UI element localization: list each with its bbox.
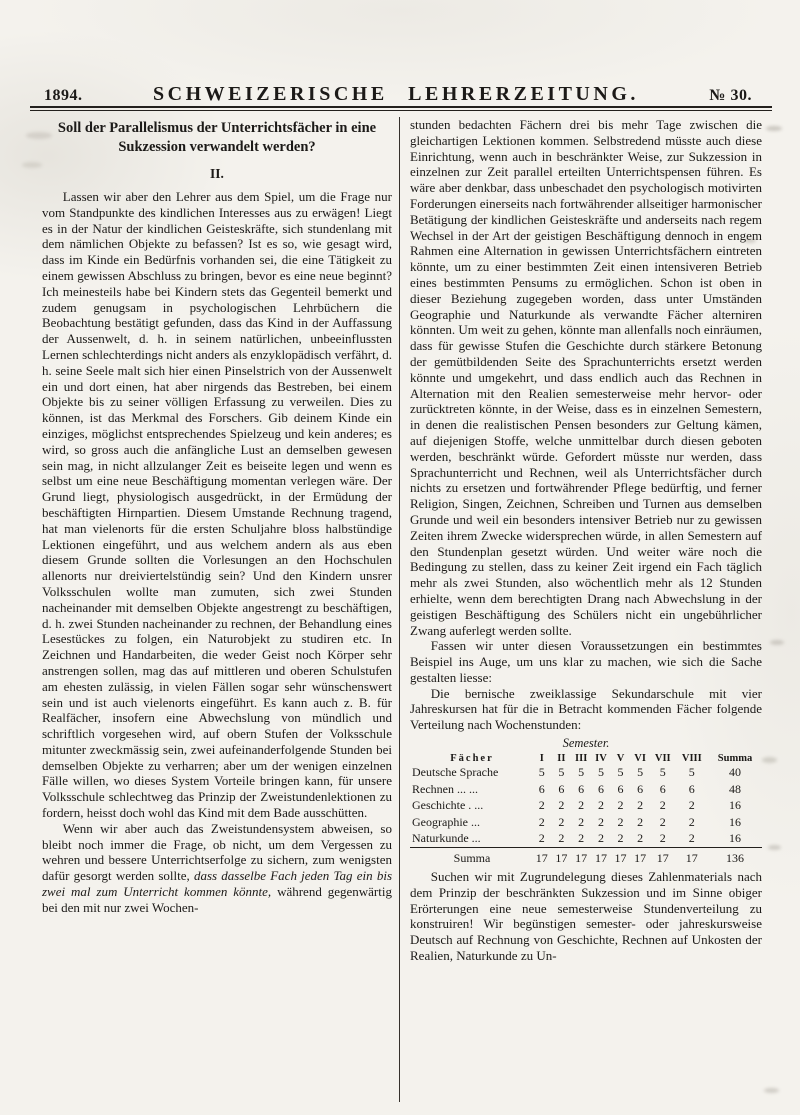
left-column	[42, 117, 399, 1102]
masthead-double-rule	[30, 106, 772, 111]
table-summa-row	[410, 847, 762, 866]
scan-smudge	[744, 238, 756, 243]
table-cell: 2	[659, 798, 666, 813]
table-row	[410, 781, 762, 798]
table-cell: 5	[659, 765, 666, 780]
table-cell: 2	[538, 831, 545, 846]
table-cell: 17	[611, 847, 631, 866]
table-cell: 6	[637, 781, 644, 796]
article-columns	[42, 117, 762, 1102]
table-cell: 2	[597, 798, 604, 813]
table-cell: 2	[688, 831, 695, 846]
table-cell: 2	[538, 814, 545, 829]
table-cell: 5	[538, 765, 545, 780]
right-column	[400, 117, 762, 1102]
table-cell: 5	[578, 765, 585, 780]
table-cell: 6	[538, 781, 545, 796]
table-cell: 2	[688, 814, 695, 829]
scan-smudge	[766, 126, 782, 131]
table-header-cell: VI	[634, 753, 646, 765]
table-header-cell: IV	[595, 753, 607, 765]
table-cell: 17	[532, 847, 552, 866]
table-cell: 2	[637, 814, 644, 829]
table-cell: 2	[659, 814, 666, 829]
table-cell: 17	[591, 847, 611, 866]
scan-smudge	[768, 845, 781, 850]
table-cell: 48	[729, 781, 741, 796]
table-header-cell: V	[616, 753, 625, 765]
table-header-cell: VIII	[681, 753, 702, 765]
table-cell: 17	[552, 847, 572, 866]
table-row	[410, 764, 762, 781]
paragraph: Fassen wir unter diesen Voraussetzungen ein bestimmtes Beispiel ins Auge, um uns klar zu machen, wie sich die Sache gestalten liesse:	[410, 638, 762, 685]
table-header-cell: Fächer	[450, 753, 494, 765]
article-title-line2: Sukzession verwandelt werden?	[118, 139, 316, 155]
table-caption: Semester.	[562, 736, 610, 751]
table-cell: 2	[637, 831, 644, 846]
table-cell: 6	[558, 781, 565, 796]
table-cell: Summa	[410, 847, 532, 866]
year-label: 1894.	[44, 87, 83, 104]
issue-number: № 30.	[709, 87, 752, 104]
table-cell: 2	[637, 798, 644, 813]
scan-smudge	[22, 162, 42, 168]
table-cell: 2	[558, 814, 565, 829]
table-cell: 17	[630, 847, 650, 866]
table-header-row	[410, 752, 762, 764]
table-cell: 2	[617, 814, 624, 829]
table-cell: 2	[558, 831, 565, 846]
table-cell: Deutsche Sprache	[412, 765, 499, 780]
table-row	[410, 797, 762, 814]
paragraph-text: Wenn wir aber auch das Zweistundensystem abweisen, so bleibt noch immer die Frage, ob nicht, um dem Vergessen zu wehren und bessere Unterrichtserfolge zu sichern, zum wenigsten dafür gesorgt werden sollte,	[42, 820, 392, 884]
table-cell: 5	[617, 765, 624, 780]
table-cell: 16	[729, 814, 741, 829]
paragraph-emphasis: dass dasselbe Fach jeden Tag ein bis zwei mal zum Unterricht kommen könnte,	[42, 868, 393, 900]
table-cell: 5	[688, 765, 695, 780]
table-header-cell: I	[539, 753, 544, 765]
table-cell: 6	[578, 781, 585, 796]
table-cell: 2	[659, 831, 666, 846]
table-cell: 2	[578, 831, 585, 846]
table-cell: 136	[708, 847, 762, 866]
scan-smudge	[764, 1088, 779, 1093]
paragraph	[42, 821, 392, 916]
article-title	[42, 119, 392, 157]
table-cell: 5	[637, 765, 644, 780]
table-cell: Geographie ...	[412, 814, 480, 829]
table-header-cell: Summa	[717, 753, 753, 765]
masthead-row	[44, 83, 752, 106]
table-header-cell: II	[557, 753, 566, 765]
table-cell: Rechnen ... ...	[412, 781, 478, 796]
scan-smudge	[770, 640, 784, 645]
table-cell: 2	[597, 814, 604, 829]
scan-smudge	[26, 132, 52, 139]
table-cell: 5	[558, 765, 565, 780]
table-cell: 17	[676, 847, 708, 866]
paragraph: Lassen wir aber den Lehrer aus dem Spiel, um die Frage nur vom Standpunkte des kindlichen Interesses aus zu erwägen! Liegt es in der Natur der kindlichen Geisteskräfte, sich stundenlang mit dem nämlichen Objekte zu befassen? Ist es so, wie gesagt wird, dass im Kinde ein Bedürfnis vorhanden sei, die eine Tätigkeit zu einem gewissen Abschluss zu bringen, bevor es eine neue beginnt? Ich meinesteils habe bei Kindern stets das Gegenteil bemerkt und zudem genugsam in psychologischen Lehrbüchern die Beobachtung bestätigt gefunden, dass das Kind in der Auffassung der Aussenwelt, d. h. in seinem natürlichen, unbeeinflussten Lernen schlechterdings nicht anders als enzyklopädisch verfährt, d. h. seine Seele malt sich hier einen Pinselstrich von der Aussenwelt ein und dort einen, hat aber nirgends das Bestreben, bei einem Objekte bis zu seiner völligen Erfassung zu verweilen. Dies zu können, ist das Merkmal des Forschers. Gib deinem Kinde ein einziges, möglichst entsprechendes Spielzeug und kein anderes; es wird, so gross auch die anfängliche Lust an demselben gewesen sein mag, in nicht allzulanger Zeit es beiseite legen und wenn es selbst um eine neue Beschäftigung momentan verlegen wäre. Der Grund liegt, physiologisch ausgedrückt, in der Ermüdung der beschäftigten Hirnpartien. Diesem Umstande Rechnung tragend, hat man vielenorts für die ersten Schuljahre bloss halbstündige Lektionen eingeführt, und aus welchem andern als aus eben diesem Grunde sollten die Vorlesungen an den Hochschulen allenorts nur dreiviertelstündig sein? Und den Kindern unsrer Volksschulen wollte man zumuten, sich zwei Stunden nacheinander mit demselben Objekte angestrengt zu beschäftigen, d. h. zwei Stunden nacheinander zu rechnen, der Behandlung eines Lesestückes zu folgen, ein Naturobjekt zu studiren etc. In Zeichnen und Handarbeiten, die weder Geist noch Körper sehr anstrengen sollen, mag das auf mittleren und oberen Schulstufen am ehesten zulässig, in vielen Fällen sogar sehr wünschenswert sein und ist auch vielenorts eingeführt. Es kann auch z. B. für Realfächer, insofern eine Abwechslung von mündlich und schriftlich vorgesehen wird, auf obern Stufen der Volksschule mitunter zweckmässig sein, zwei aufeinanderfolgende Stunden bei demselben Objekte zu verharren; aber um der wenigen einzelnen Fälle willen, wo dieses System Vorteile bringen kann, für unsere Volksschule schlechtweg das Prinzip der Zweistundenlektionen zu fordern, heisst doch wohl das Kind mit dem Bade ausschütten.	[42, 189, 392, 821]
table-cell: 40	[729, 765, 741, 780]
table-cell: 2	[617, 798, 624, 813]
table-cell: 6	[617, 781, 624, 796]
paragraph: Suchen wir mit Zugrundelegung dieses Zahlenmaterials nach dem Prinzip der beschränkten Sukzession und im Sinne obiger Erörterungen eine neue semesterweise Stundenverteilung zu konstruiren! Wir begünstigen semester- oder jahreskursweise Deutsch auf Rechnung von Geschichte, Rechnen auf Unkosten der Realien, Naturkunde zu Un-	[410, 869, 762, 964]
paragraph: Die bernische zweiklassige Sekundarschule mit vier Jahreskursen hat für die in Betracht kommenden Fächer folgende Verteilung nach Wochenstunden:	[410, 685, 762, 733]
table-cell: 5	[597, 765, 604, 780]
table-cell: 6	[659, 781, 666, 796]
table-cell: 2	[688, 798, 695, 813]
scan-smudge	[762, 757, 777, 763]
table-cell: 2	[558, 798, 565, 813]
section-numeral: II.	[210, 166, 224, 181]
table-row	[410, 830, 762, 847]
table-cell: 2	[597, 831, 604, 846]
paragraph-text: während gegenwärtig bei den mit nur zwei Wochen-	[42, 884, 392, 915]
table-header-cell: VII	[654, 753, 671, 765]
table-cell: 17	[571, 847, 591, 866]
table-cell: 16	[729, 798, 741, 813]
paragraph: stunden bedachten Fächern drei bis mehr Tage zwischen die gleichartigen Lektionen kommen. Selbstredend müsste auch diese Einrichtung, wenn auch in beschränkter Weise, zur Sukzession in einzelnen zur Zeit parallel erteilten Unterrichtspensen führen. Es wäre aber denkbar, dass unbeschadet den psychologisch motivirten Forderungen einerseits nach fortwährender allseitiger harmonischer Betätigung der kindlichen Geisteskräfte und anderseits nach regem Wechsel in der Art der geistigen Beschäftigung dennoch in engem Rahmen eine Alternation in gewissen Unterrichtsfächern eintreten könnte, um zu einer bestimmten Zeit einen intensiveren Betrieb eines bestimmten Pensums zu ermöglichen. Schon ist oben in dieser Beziehung zugegeben worden, dass unter Umständen Geographie und Naturkunde als verwandte Fächer alterniren könnten. Um weit zu gehen, könnte man allenfalls noch einräumen, dass für gewisse Stufen die Geschichte durch stärkere Betonung der gemütbildenden Seite des Sprachunterrichts ersetzt werden könnte und umgekehrt, und dass endlich auch das Rechnen in Alternation mit den Realien semesterweise mehr hervor- oder zurücktreten könnte, in der Weise, dass es in einzelnen Semestern, in denen die realistischen Pensen besonders zur Geltung kämen, auf diejenigen Stoffe, welche unmittelbar durch diesen geboten werden, beschränkt würde. Gefordert müsste nur werden, dass Sprachunterricht und Rechnen, weil als Unterrichtsfächer durch nichts zu ersetzen und fortwährender Pflege bedürftig, und ferner Religion, Singen, Zeichnen, Schreiben und Turnen aus demselben Grunde und weil ein besonders intensiver Betrieb nur zu gewissen Zeiten ihrem Zwecke widersprechen würde, in allen Semestern auf den Stundenplan gesetzt würden. Und weiter wäre noch die Bedingung zu stellen, dass zu keiner Zeit irgend ein Fach täglich mehr als zwei Stunden, also wöchentlich mehr als 12 Stunden erhielte, wenn dem berechtigten Drang nach Abwechslung in der geistigen Beschäftigung des Schülers nicht ein ungebührlicher Zwang auferlegt werden sollte.	[410, 117, 762, 638]
table-cell: 2	[617, 831, 624, 846]
table-cell: 2	[578, 814, 585, 829]
table-cell: 6	[597, 781, 604, 796]
table-cell: Geschichte . ...	[412, 798, 484, 813]
table-cell: 2	[578, 798, 585, 813]
table-cell: 17	[650, 847, 676, 866]
table-cell: 16	[729, 831, 741, 846]
table-row	[410, 814, 762, 831]
masthead-title: SCHWEIZERISCHE LEHRERZEITUNG.	[153, 83, 639, 105]
schedule-table	[410, 752, 762, 866]
table-header-cell: III	[575, 753, 588, 765]
article-title-line1: Soll der Parallelismus der Unterrichtsfächer in eine	[57, 120, 377, 136]
table-cell: 6	[688, 781, 695, 796]
table-cell: 2	[538, 798, 545, 813]
table-cell: Naturkunde ...	[412, 831, 481, 846]
